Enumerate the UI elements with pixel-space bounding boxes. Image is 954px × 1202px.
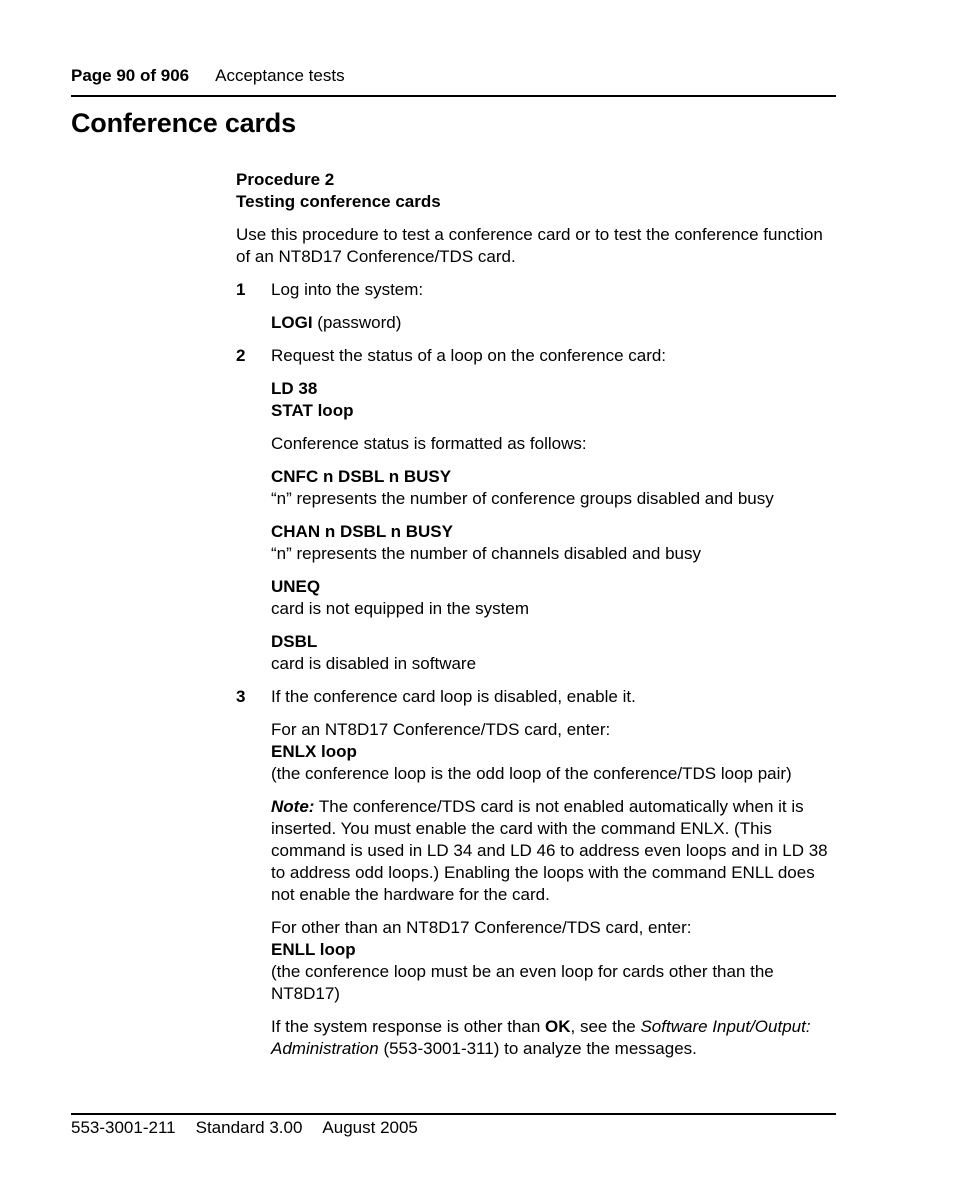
status-description: “n” represents the number of channels disabled and busy [271,544,701,563]
step-3 [236,686,836,1060]
procedure-number: Procedure 2 [236,170,335,189]
status-code: CNFC n DSBL n BUSY [271,467,452,486]
note-text: The conference/TDS card is not enabled automatically when it is inserted. You must enable the card with the command ENLX. (This command is used in LD 34 and LD 46 to address even loops and in LD 38 to address odd loops.) Enabling the loops with the command ENLL does not enable the hardware for the card. [271,797,828,904]
status-code: DSBL [271,632,318,651]
command-line [271,312,836,334]
command: LOGI [271,313,313,332]
step-text: Log into the system: [271,280,424,299]
other-note: (the conference loop must be an even loop for cards other than the NT8D17) [271,962,774,1003]
status-code: UNEQ [271,577,321,596]
page-title: Conference cards [71,108,296,138]
page-header [71,66,345,86]
note [271,796,836,906]
step-number: 1 [236,280,246,299]
header-rule [71,95,836,97]
step-2 [236,345,836,675]
document-reference: Software Input/Output: Administration [271,1017,811,1058]
footer-rule [71,1113,836,1115]
step-text: If the conference card loop is disabled, enable it. [271,687,636,706]
step-text: Request the status of a loop on the conference card: [271,346,667,365]
page-footer [71,1118,438,1138]
status-description: “n” represents the number of conference groups disabled and busy [271,489,774,508]
section-title: Acceptance tests [215,66,345,85]
page-number: Page 90 of 906 [71,66,190,85]
status-description: card is not equipped in the system [271,599,529,618]
publication-date: August 2005 [322,1118,418,1137]
command: ENLL loop [271,940,356,959]
step-number: 2 [236,346,246,365]
format-intro: Conference status is formatted as follows: [271,434,587,453]
standard-version: Standard 3.00 [195,1118,303,1137]
procedure-name: Testing conference cards [236,192,441,211]
other-intro: For other than an NT8D17 Conference/TDS card, enter: [271,918,692,937]
status-code: CHAN n DSBL n BUSY [271,522,453,541]
ok-response: OK [545,1017,571,1036]
note-label: Note: [271,797,315,816]
status-description: card is disabled in software [271,654,477,673]
step-number: 3 [236,687,246,706]
step-1 [236,279,836,334]
response-text: (553-3001-311) to analyze the messages. [378,1039,697,1058]
response-text: If the system response is other than [271,1017,546,1036]
command: ENLX loop [271,742,357,761]
command-argument: (password) [312,313,402,332]
command: STAT loop [271,401,354,420]
command: LD 38 [271,379,318,398]
doc-number: 553-3001-211 [71,1118,176,1137]
response-instructions [271,1016,836,1060]
response-text: , see the [570,1017,641,1036]
nt8d17-intro: For an NT8D17 Conference/TDS card, enter: [271,720,611,739]
nt8d17-note: (the conference loop is the odd loop of the conference/TDS loop pair) [271,764,792,783]
procedure-intro: Use this procedure to test a conference card or to test the conference function of an NT8D17 Conference/TDS card. [236,225,823,266]
procedure-body [236,169,836,1060]
